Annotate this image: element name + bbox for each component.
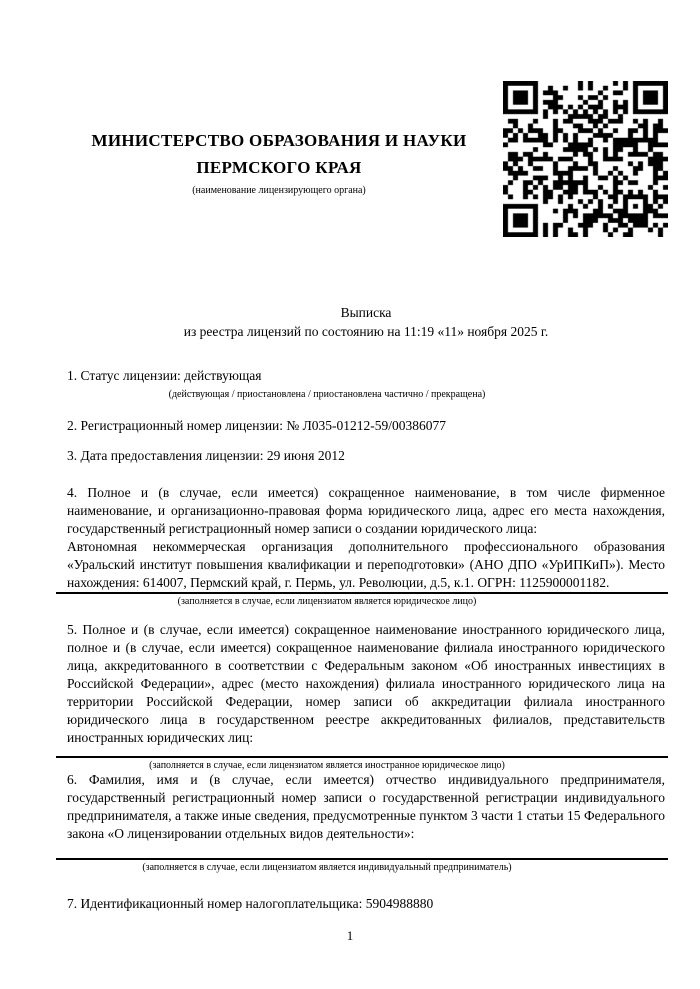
item-license-status-note: (действующая / приостановлена / приостановлена частично / прекращена): [168, 389, 486, 400]
issuer-name-line1: МИНИСТЕРСТВО ОБРАЗОВАНИЯ И НАУКИ: [91, 131, 467, 150]
item-taxpayer-id: 7. Идентификационный номер налогоплательщика: 5904988880: [67, 896, 434, 911]
item-foreign-entity-note: (заполняется в случае, если лицензиатом является иностранное юридическое лицо): [149, 760, 505, 771]
issuer-caption: (наименование лицензирующего органа): [192, 185, 366, 196]
page-number: 1: [346, 928, 354, 943]
item-foreign-entity: [67, 621, 665, 772]
issuer-header: [66, 127, 492, 197]
item-legal-entity-note: (заполняется в случае, если лицензиатом является юридическое лицо): [177, 596, 477, 607]
item-registration-number: 2. Регистрационный номер лицензии: № Л035-01212-59/00386077: [67, 418, 447, 433]
item-license-status: 1. Статус лицензии: действующая: [67, 368, 262, 383]
fill-in-rule: [56, 858, 668, 860]
item-entrepreneur-note: (заполняется в случае, если лицензиатом является индивидуальный предприниматель): [142, 862, 512, 873]
item-entrepreneur-question: 6. Фамилия, имя и (в случае, если имеется) отчество индивидуального предпринимателя, государственный регистрационный номер записи о государственной регистрации индивидуального предпринимателя, а также иные сведения, предусмотренные пунктом 3 части 1 статьи 15 Федерального закона «О лицензировании отдельных видов деятельности»:: [67, 772, 665, 841]
item-legal-entity: [67, 484, 665, 608]
item-entrepreneur: [67, 771, 665, 874]
document-title: [67, 303, 665, 341]
qr-code-canvas: [503, 81, 668, 237]
document-title-line2: из реестра лицензий по состоянию на 11:19 «11» ноября 2025 г.: [183, 324, 549, 339]
issuer-name-line2: ПЕРМСКОГО КРАЯ: [196, 158, 362, 177]
fill-in-rule: [56, 756, 668, 758]
document-title-line1: Выписка: [340, 305, 392, 320]
item-legal-entity-answer: Автономная некоммерческая организация дополнительного профессионального образования «Уральский институт повышения квалификации и переподготовки» (АНО ДПО «УрИПКиП»). Место нахождения: 614007, Пермский край, г. Пермь, ул. Революции, д.5, к.1. ОГРН: 1125900001182.: [67, 539, 665, 590]
item-grant-date: 3. Дата предоставления лицензии: 29 июня 2012: [67, 448, 345, 463]
qr-code-icon: [503, 81, 668, 237]
fill-in-rule: [56, 592, 668, 594]
item-foreign-entity-question: 5. Полное и (в случае, если имеется) сокращенное наименование иностранного юридического лица, полное и (в случае, если имеется) сокращенное наименование филиала иностранного юридического лица, аккредитованного в соответствии с Федеральным законом «Об иностранных инвестициях в Российской Федерации», адрес (место нахождения) филиала иностранного юридического лица на территории Российской Федерации, номер записи об аккредитации филиала иностранного юридического лица в государственном реестре аккредитованных филиалов, представительств иностранных юридических лиц:: [67, 622, 665, 745]
item-legal-entity-question: 4. Полное и (в случае, если имеется) сокращенное наименование, в том числе фирменное наименование, и организационно-правовая форма юридического лица, адрес его места нахождения, государственный регистрационный номер записи о создании юридического лица:: [67, 485, 665, 536]
